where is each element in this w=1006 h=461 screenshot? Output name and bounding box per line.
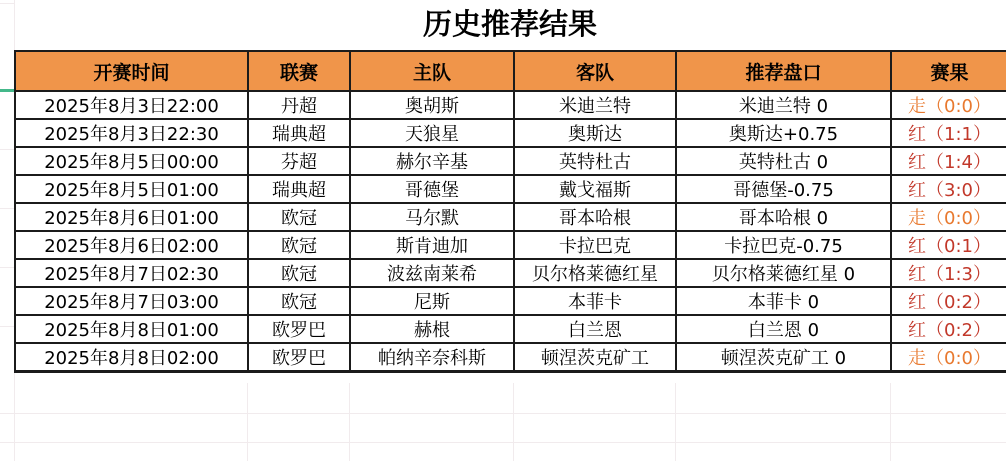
cell-handicap[interactable]: 顿涅茨克矿工 0	[676, 343, 891, 372]
cell-home[interactable]: 马尔默	[350, 203, 514, 231]
gridline	[0, 3, 14, 4]
gridline	[890, 383, 891, 461]
cell-league[interactable]: 欧罗巴	[248, 343, 350, 372]
cell-result[interactable]: 红（0:2）	[891, 315, 1006, 343]
cell-time[interactable]: 2025年8月8日01:00	[15, 315, 248, 343]
cell-handicap[interactable]: 卡拉巴克-0.75	[676, 231, 891, 259]
cell-handicap[interactable]: 哥本哈根 0	[676, 203, 891, 231]
table-row	[15, 175, 1006, 203]
cell-home[interactable]: 尼斯	[350, 287, 514, 315]
cell-time[interactable]: 2025年8月6日02:00	[15, 231, 248, 259]
cell-away[interactable]: 顿涅茨克矿工	[514, 343, 676, 372]
cell-away[interactable]: 哥本哈根	[514, 203, 676, 231]
table-row	[15, 287, 1006, 315]
column-header-home[interactable]: 主队	[350, 51, 514, 91]
cell-time[interactable]: 2025年8月6日01:00	[15, 203, 248, 231]
table-row	[15, 231, 1006, 259]
cell-handicap[interactable]: 贝尔格莱德红星 0	[676, 259, 891, 287]
cell-away[interactable]: 贝尔格莱德红星	[514, 259, 676, 287]
cell-handicap[interactable]: 哥德堡-0.75	[676, 175, 891, 203]
cell-home[interactable]: 斯肯迪加	[350, 231, 514, 259]
gridline	[349, 383, 350, 461]
cell-result[interactable]: 红（3:0）	[891, 175, 1006, 203]
gridline	[247, 383, 248, 461]
gridline	[0, 413, 1006, 414]
cell-league[interactable]: 丹超	[248, 91, 350, 119]
cell-home[interactable]: 波兹南莱希	[350, 259, 514, 287]
cell-handicap[interactable]: 奥斯达+0.75	[676, 119, 891, 147]
cell-league[interactable]: 欧冠	[248, 259, 350, 287]
cell-home[interactable]: 天狼星	[350, 119, 514, 147]
table-body	[15, 91, 1006, 372]
cell-handicap[interactable]: 白兰恩 0	[676, 315, 891, 343]
cell-away[interactable]: 本菲卡	[514, 287, 676, 315]
cell-time[interactable]: 2025年8月3日22:00	[15, 91, 248, 119]
cell-result[interactable]: 走（0:0）	[891, 91, 1006, 119]
page-title: 历史推荐结果	[422, 7, 597, 41]
table-row	[15, 91, 1006, 119]
cell-handicap[interactable]: 英特杜古 0	[676, 147, 891, 175]
cell-handicap[interactable]: 本菲卡 0	[676, 287, 891, 315]
cell-home[interactable]: 赫尔辛基	[350, 147, 514, 175]
gridline	[0, 149, 14, 150]
cell-time[interactable]: 2025年8月7日02:30	[15, 259, 248, 287]
table-row	[15, 147, 1006, 175]
cell-league[interactable]: 欧冠	[248, 287, 350, 315]
cell-home[interactable]: 赫根	[350, 315, 514, 343]
selection-indicator	[0, 89, 15, 92]
column-header-handicap[interactable]: 推荐盘口	[676, 51, 891, 91]
cell-home[interactable]: 哥德堡	[350, 175, 514, 203]
cell-result[interactable]: 红（0:2）	[891, 287, 1006, 315]
cell-away[interactable]: 卡拉巴克	[514, 231, 676, 259]
cell-handicap[interactable]: 米迪兰特 0	[676, 91, 891, 119]
column-header-league[interactable]: 联赛	[248, 51, 350, 91]
cell-time[interactable]: 2025年8月3日22:30	[15, 119, 248, 147]
cell-league[interactable]: 欧冠	[248, 231, 350, 259]
cell-result[interactable]: 红（0:1）	[891, 231, 1006, 259]
cell-away[interactable]: 奥斯达	[514, 119, 676, 147]
gridline	[675, 383, 676, 461]
cell-time[interactable]: 2025年8月8日02:00	[15, 343, 248, 372]
cell-away[interactable]: 戴戈福斯	[514, 175, 676, 203]
cell-away[interactable]: 米迪兰特	[514, 91, 676, 119]
cell-result[interactable]: 红（1:3）	[891, 259, 1006, 287]
column-header-away[interactable]: 客队	[514, 51, 676, 91]
results-table	[14, 50, 1006, 373]
cell-league[interactable]: 瑞典超	[248, 175, 350, 203]
cell-time[interactable]: 2025年8月7日03:00	[15, 287, 248, 315]
gridline	[0, 442, 1006, 443]
gridline	[0, 208, 14, 209]
cell-result[interactable]: 红（1:1）	[891, 119, 1006, 147]
column-header-time[interactable]: 开赛时间	[15, 51, 248, 91]
table-row	[15, 315, 1006, 343]
cell-home[interactable]: 帕纳辛奈科斯	[350, 343, 514, 372]
cell-time[interactable]: 2025年8月5日01:00	[15, 175, 248, 203]
table-row	[15, 259, 1006, 287]
gridline	[513, 383, 514, 461]
column-header-result[interactable]: 赛果	[891, 51, 1006, 91]
gridline	[0, 326, 14, 327]
cell-league[interactable]: 芬超	[248, 147, 350, 175]
header-row	[15, 51, 1006, 91]
cell-time[interactable]: 2025年8月5日00:00	[15, 147, 248, 175]
table-row	[15, 203, 1006, 231]
cell-league[interactable]: 欧冠	[248, 203, 350, 231]
cell-result[interactable]: 走（0:0）	[891, 343, 1006, 372]
cell-away[interactable]: 英特杜古	[514, 147, 676, 175]
cell-league[interactable]: 欧罗巴	[248, 315, 350, 343]
table-row	[15, 343, 1006, 372]
table-row	[15, 119, 1006, 147]
cell-result[interactable]: 红（1:4）	[891, 147, 1006, 175]
cell-away[interactable]: 白兰恩	[514, 315, 676, 343]
cell-result[interactable]: 走（0:0）	[891, 203, 1006, 231]
gridline	[0, 267, 14, 268]
cell-home[interactable]: 奥胡斯	[350, 91, 514, 119]
cell-league[interactable]: 瑞典超	[248, 119, 350, 147]
